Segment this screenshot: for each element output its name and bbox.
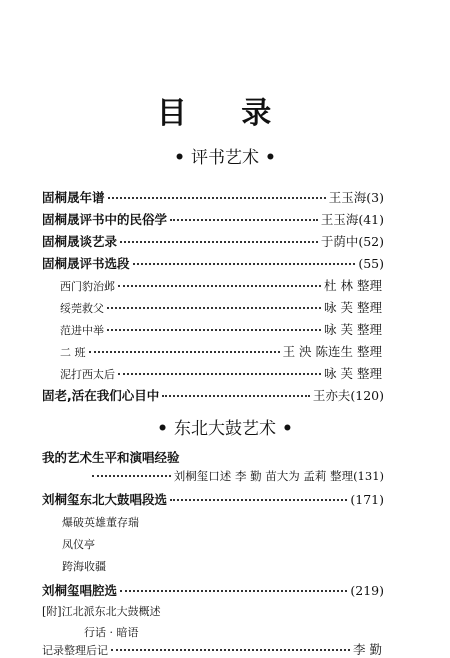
toc-entry[interactable] [42,490,384,508]
toc-entry[interactable] [42,386,384,404]
entry-title: 固桐晟年谱 [42,190,105,205]
dot-leader [107,328,321,331]
toc-subentry[interactable]: 跨海收疆 [62,560,106,573]
dot-leader [107,306,321,309]
section-right-dot: • [265,148,276,168]
section-left-dot: • [157,419,168,439]
section-left-dot: • [174,148,185,168]
entry-title: 固桐晟谈艺录 [42,234,118,249]
toc-subentry[interactable]: 爆破英雄董存瑞 [62,516,139,529]
toc-subentry[interactable] [60,364,382,382]
entry-title: 固老,活在我们心目中 [42,388,160,403]
dot-leader [120,589,347,592]
toc-subentry[interactable] [60,276,382,294]
toc-entry[interactable] [42,254,384,272]
section-right-dot: • [282,419,293,439]
entry-author-page: 于荫中(52) [320,234,384,249]
toc-entry[interactable] [42,188,384,206]
toc-entry[interactable] [42,232,384,250]
toc-entry[interactable] [42,640,382,658]
dot-leader [89,350,280,353]
subentry-credit: 咏 芙 整理 [324,366,382,381]
toc-subentry[interactable] [60,320,382,338]
dot-leader [133,262,356,265]
entry-title: 刘桐玺东北大鼓唱段选 [42,492,168,507]
dot-leader [170,498,347,501]
entry-page: (219) [350,583,384,598]
subentry-credit: 咏 芙 整理 [324,322,382,337]
subentry-title: 绥莞救父 [60,302,104,315]
dot-leader [111,648,350,651]
dot-leader [170,218,318,221]
toc-entry[interactable] [42,210,384,228]
entry-title: 固桐晟评书选段 [42,256,130,271]
section-label: 东北大鼓艺术 [174,419,276,439]
toc-entry-title[interactable]: 我的艺术生平和演唱经验 [42,450,180,465]
entry-page: (171) [350,492,384,507]
subentry-credit: 咏 芙 整理 [324,300,382,315]
subentry-title: 西门豹治邺 [60,280,115,293]
toc-appendix-subentry[interactable]: 行话 · 暗语 [84,626,139,639]
entry-author-page: 王亦夫(120) [312,388,384,403]
dot-leader [118,372,321,375]
dot-leader [162,394,310,397]
entry-title: 刘桐玺唱腔选 [42,583,118,598]
dot-leader [120,240,318,243]
subentry-title: 泥打西太后 [60,368,115,381]
entry-title: 固桐晟评书中的民俗学 [42,212,168,227]
toc-subentry[interactable] [60,342,382,360]
entry-author-page: 王玉海(41) [320,212,384,227]
dot-leader [92,474,171,477]
section-heading-pingshu [0,143,450,168]
toc-subentry[interactable] [60,298,382,316]
subentry-credit: 王 泱 陈连生 整理 [282,344,382,359]
toc-entry-credit[interactable] [92,468,384,486]
dot-leader [108,196,326,199]
toc-entry[interactable] [42,581,384,599]
page-title: 目 录 [156,96,294,131]
entry-title: 记录整理后记 [42,644,108,657]
section-label: 评书艺术 [191,148,259,168]
entry-page: (55) [358,256,384,271]
section-heading-dagu [0,414,450,439]
toc-appendix[interactable]: [附]江北派东北大鼓概述 [42,605,161,618]
entry-author: 李 勤 [353,642,382,657]
entry-credit: 刘桐玺口述 李 勤 苗大为 孟莉 整理(131) [173,469,384,483]
entry-author-page: 王玉海(3) [328,190,384,205]
subentry-title: 二 班 [60,346,86,359]
subentry-title: 范进中举 [60,324,104,337]
toc-subentry[interactable]: 凤仪亭 [62,538,95,551]
subentry-credit: 杜 林 整理 [324,278,382,293]
dot-leader [118,284,321,287]
